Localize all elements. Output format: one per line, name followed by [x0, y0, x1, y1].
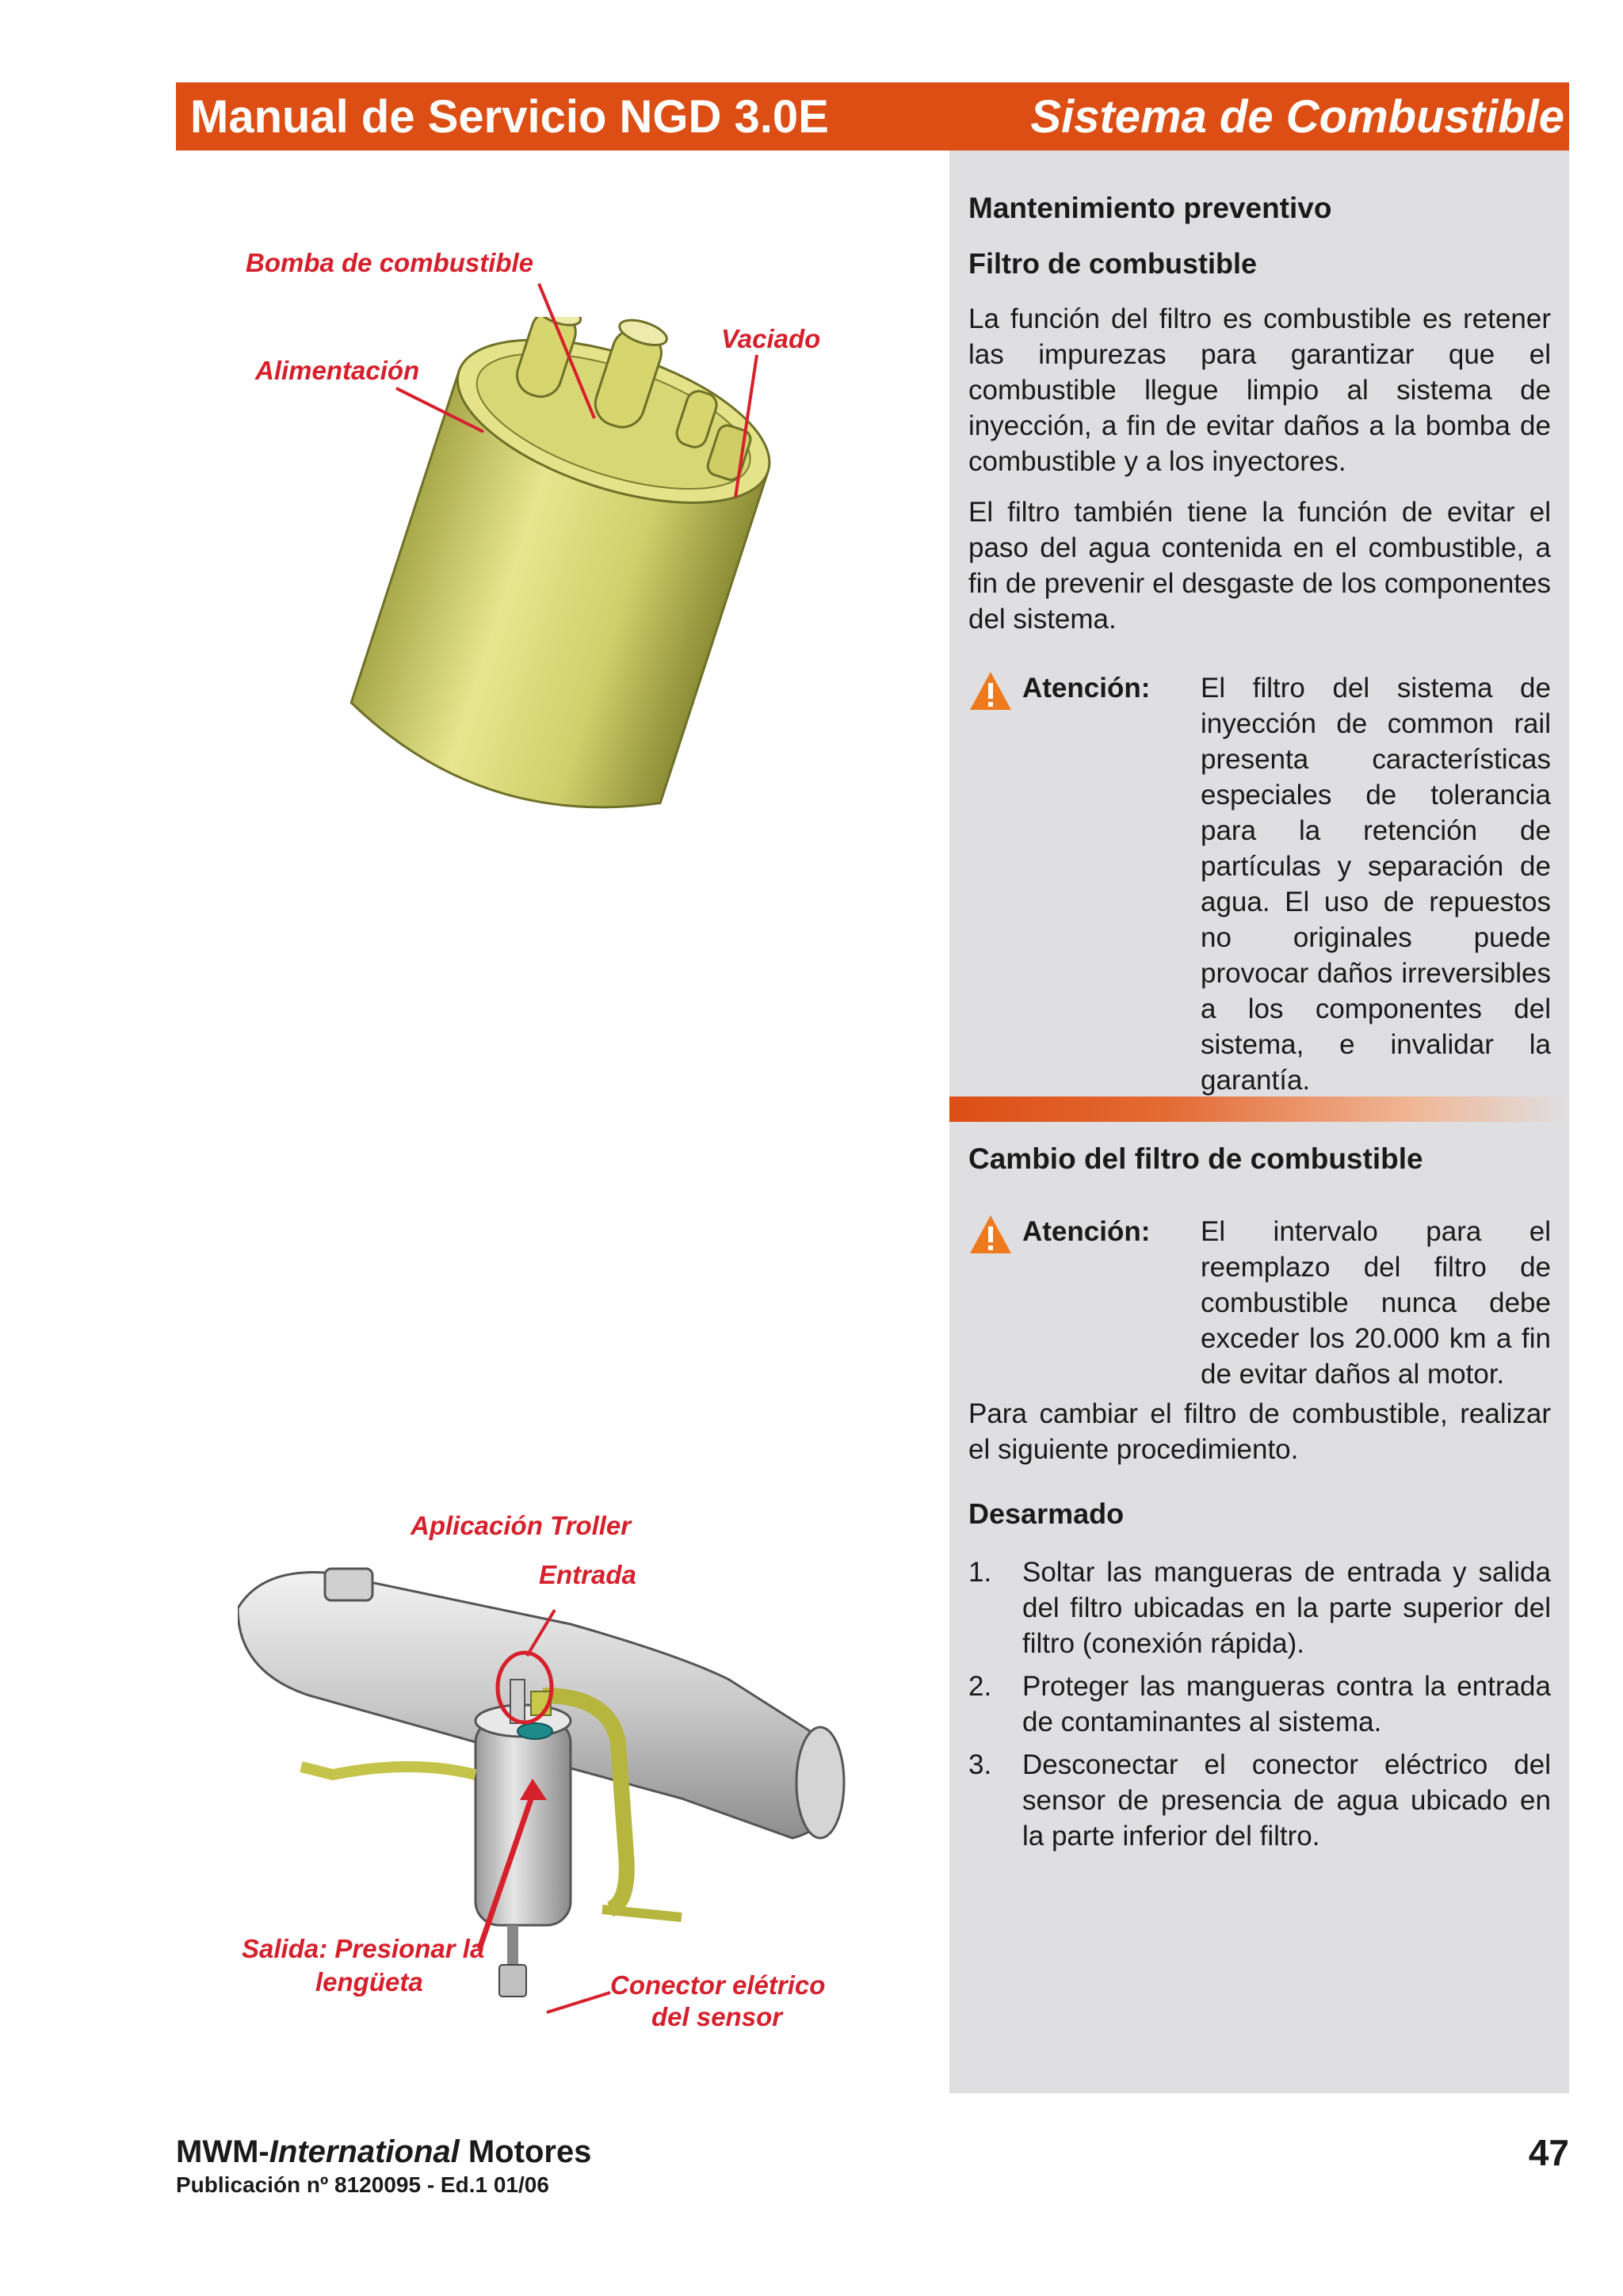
label-inlet: Entrada [539, 1560, 636, 1589]
figure1-leader-lines [0, 0, 1623, 951]
label-connector-line1: Conector elétrico [610, 1970, 826, 2000]
warning-text: El intervalo para el reemplazo del filtro de combustible nunca debe exceder los 20.000 km a fin de evitar daños al motor. [1201, 1216, 1551, 1390]
section-title: Sistema de Combustible [1030, 90, 1564, 143]
paragraph-water-separation: El filtro también tiene la función de evitar el paso del agua contenida en el combustible, a fin de prevenir el desgaste de los componentes del sistema. [968, 497, 1551, 635]
label-feed: Alimentación [255, 356, 420, 385]
manual-title: Manual de Servicio NGD 3.0E [190, 90, 829, 143]
label-troller-application: Aplicación Troller [411, 1511, 632, 1540]
heading-preventive: Mantenimiento preventivo [968, 192, 1332, 224]
label-outlet-line2: lengüeta [315, 1967, 423, 1997]
page-number: 47 [1528, 2132, 1569, 2173]
subheading-disassembly: Desarmado [968, 1497, 1125, 1530]
label-connector-line2: del sensor [651, 2002, 783, 2031]
warning-label: Atención: [1022, 1216, 1151, 1247]
subheading-fuel-filter: Filtro de combustible [968, 247, 1258, 280]
warning-text: El filtro del sistema de inyección de common rail presenta características especiales de tolerancia para la retención de partículas y separación de agua. El uso de repuestos no originales puede provocar daños irreversibles a los componentes del sistema, e invalidar la garantía. [1201, 673, 1551, 1096]
warning-label: Atención: [1022, 673, 1151, 704]
footer-publication: Publicación nº 8120095 - Ed.1 01/06 [176, 2172, 549, 2197]
warning-triangle-icon [968, 1214, 1013, 1255]
label-drain: Vaciado [721, 324, 821, 353]
figure2-callouts [0, 1505, 1623, 2107]
warning-block-2 [968, 1214, 1551, 1396]
list-item: 1. Soltar las mangueras de entrada y salida del filtro ubicadas en la parte superior del filtro (conexión rápida). [968, 1557, 1551, 1659]
paragraph-filter-function: La función del filtro es combustible es retener las impurezas para garantizar que el combustible llegue limpio al sistema de inyección, a fin de evitar daños a la bomba de combustible y a los inyectores. [968, 303, 1551, 477]
list-item: 3. Desconectar el conector eléctrico del sensor de presencia de agua ubicado en la parte inferior del filtro. [968, 1749, 1551, 1852]
section-divider [949, 1097, 1569, 1122]
label-fuel-pump: Bomba de combustible [246, 248, 534, 277]
footer-brand: MWM-International Motores [176, 2134, 592, 2169]
heading-filter-change: Cambio del filtro de combustible [968, 1142, 1423, 1175]
label-outlet-line1: Salida: Presionar la [242, 1934, 485, 1963]
list-item: 2. Proteger las mangueras contra la entrada de contaminantes al sistema. [968, 1671, 1551, 1737]
paragraph-procedure: Para cambiar el filtro de combustible, realizar el siguiente procedimiento. [968, 1398, 1551, 1465]
